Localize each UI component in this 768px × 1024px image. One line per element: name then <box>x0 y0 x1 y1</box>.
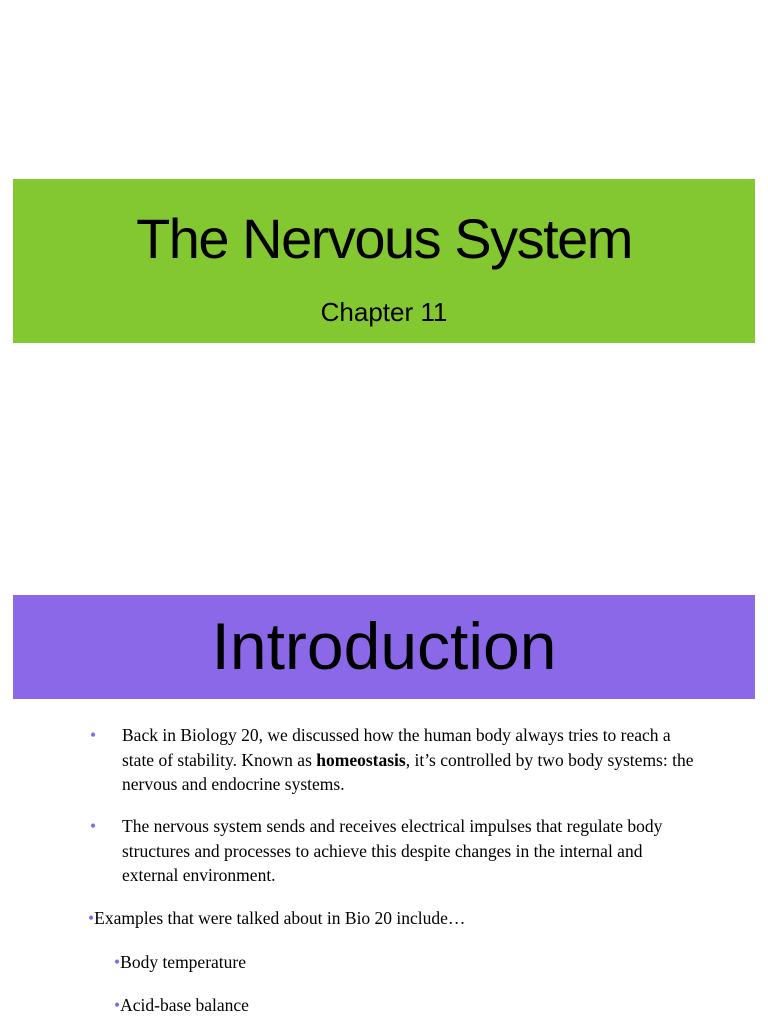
bullet-icon: • <box>114 995 121 1015</box>
bullet-nervous-system <box>90 814 702 888</box>
bullet-icon: • <box>114 952 121 972</box>
bullet-text: Examples that were talked about in Bio 20 include… <box>94 908 466 928</box>
bullet-text: Acid-base balance <box>120 995 249 1015</box>
slide-title: The Nervous System <box>136 207 632 270</box>
intro-heading-banner <box>13 595 755 699</box>
bullet-text: , it’s controlled by two body systems: the nervous and endocrine systems. <box>122 749 694 794</box>
bullet-icon: • <box>88 908 95 928</box>
bullet-text: The nervous system sends and receives electrical impulses that regulate body structures and processes to achieve this despite changes in the internal and external environment. <box>122 816 663 885</box>
bullet-text: Back in Biology 20, we discussed how the human body always tries to reach a state of stability. Known as <box>122 725 671 770</box>
bullet-icon: • <box>90 725 97 745</box>
bullet-examples-intro <box>88 906 728 931</box>
title-slide-banner <box>13 179 755 343</box>
slide-subtitle: Chapter 11 <box>320 297 448 327</box>
sub-bullet-body-temperature <box>114 950 714 975</box>
sub-bullet-acid-base <box>114 993 714 1018</box>
intro-heading: Introduction <box>211 609 557 683</box>
bullet-homeostasis <box>90 723 702 797</box>
bullet-icon: • <box>90 816 97 836</box>
bullet-text: Body temperature <box>120 952 246 972</box>
bullet-bold-term: homeostasis <box>316 749 406 770</box>
